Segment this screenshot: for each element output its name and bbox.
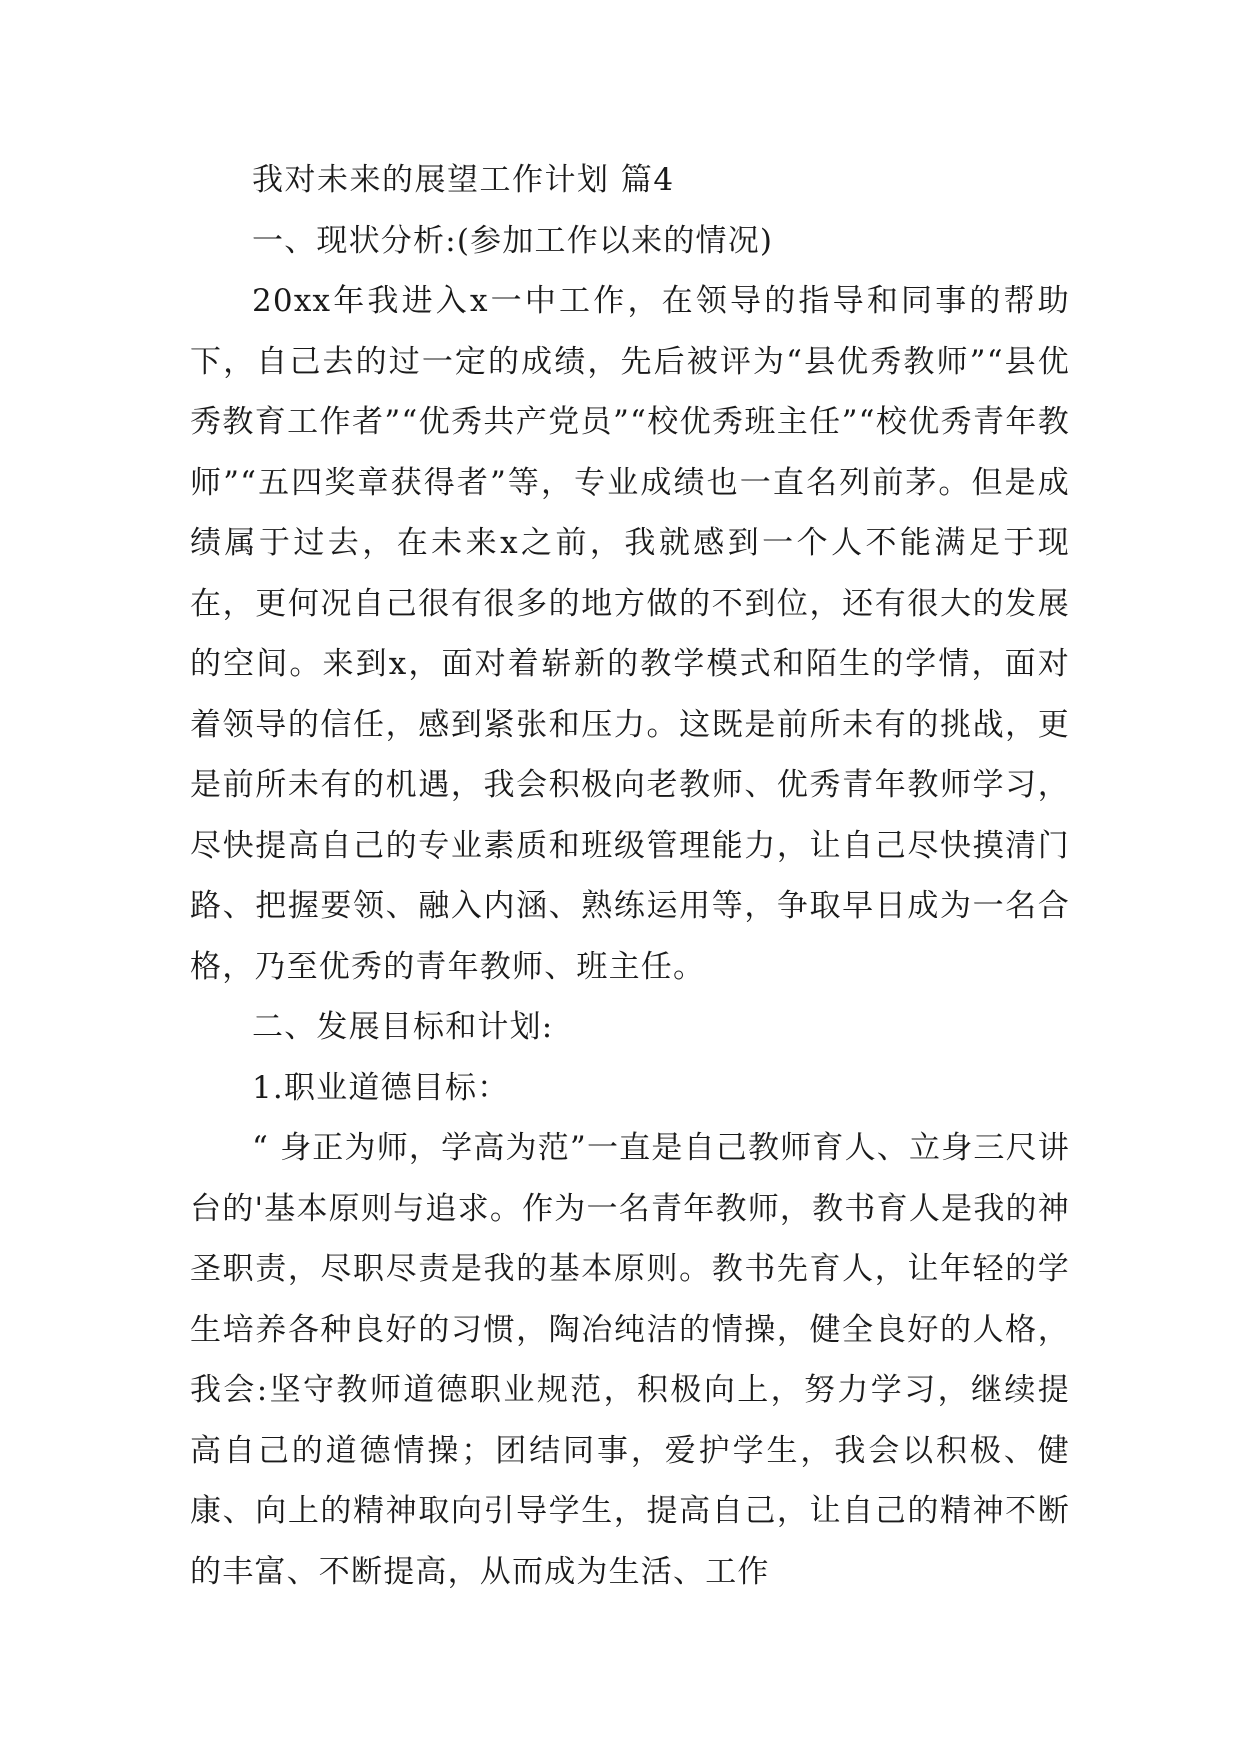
subheading-professional-ethics: 1.职业道德目标： <box>252 1069 510 1106</box>
document-page <box>190 150 1070 1602</box>
paragraph-status-analysis: 20xx年我进入x一中工作，在领导的指导和同事的帮助下，自己去的过一定的成绩，先后被评为“县优秀教师”“县优秀教育工作者”“优秀共产党员”“校优秀班主任”“校优秀青年教师”“五四奖章获得者”等，专业成绩也一直名列前茅。但是成绩属于过去，在未来x之前，我就感到一个人不能满足于现在，更何况自己很有很多的地方做的不到位，还有很大的发展的空间。来到x，面对着崭新的教学模式和陌生的学情，面对着领导的信任，感到紧张和压力。这既是前所未有的挑战，更是前所未有的机遇，我会积极向老教师、优秀青年教师学习，尽快提高自己的专业素质和班级管理能力，让自己尽快摸清门路、把握要领、融入内涵、熟练运用等，争取早日成为一名合格，乃至优秀的青年教师、班主任。 <box>190 283 1070 985</box>
paragraph-professional-ethics: “ 身正为师，学高为范”一直是自己教师育人、立身三尺讲台的'基本原则与追求。作为一名青年教师，教书育人是我的神圣职责，尽职尽责是我的基本原则。教书先育人，让年轻的学生培养各种良好的习惯，陶冶纯洁的情操，健全良好的人格，我会:坚守教师道德职业规范，积极向上，努力学习，继续提高自己的道德情操；团结同事，爱护学生，我会以积极、健康、向上的精神取向引导学生，提高自己，让自己的精神不断的丰富、不断提高，从而成为生活、工作 <box>190 1130 1070 1590</box>
section-heading-goals: 二、发展目标和计划: <box>252 1009 554 1045</box>
section-heading-status: 一、现状分析:(参加工作以来的情况) <box>252 222 774 259</box>
document-title: 我对未来的展望工作计划 篇4 <box>252 162 675 198</box>
